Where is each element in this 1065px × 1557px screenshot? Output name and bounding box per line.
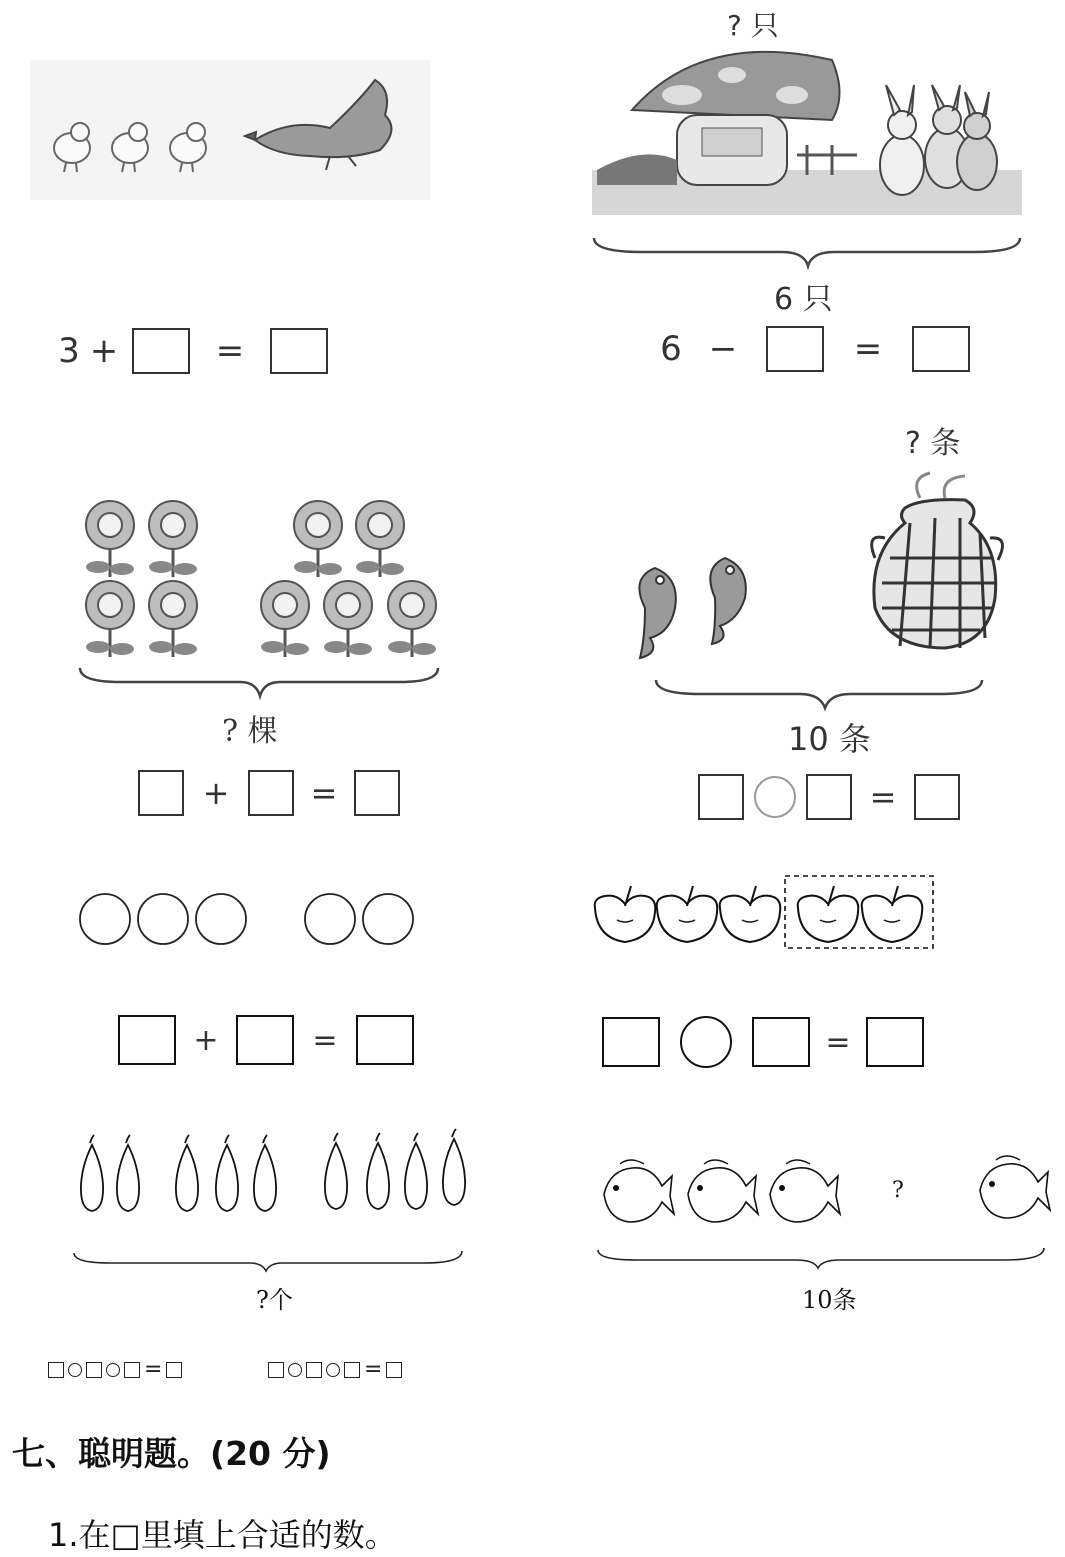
answer-box[interactable]	[86, 1362, 102, 1378]
circle-shape	[138, 894, 188, 944]
plus-sign: +	[193, 1022, 219, 1058]
sunflower-icon	[356, 501, 404, 577]
fish-icon	[604, 1160, 674, 1222]
apple-icon	[657, 886, 718, 942]
unknown-mark: ?	[892, 1178, 904, 1203]
brace	[74, 1251, 462, 1271]
minus-sign: −	[708, 329, 738, 369]
plus-sign: +	[202, 774, 230, 812]
pear-icon	[117, 1135, 139, 1211]
sunflower-icon	[86, 501, 134, 577]
equation-2	[654, 326, 970, 372]
answer-box[interactable]	[306, 1362, 322, 1378]
problem-1	[30, 60, 430, 390]
total-label: 10 条	[788, 720, 871, 758]
brace	[656, 680, 982, 708]
answer-box[interactable]	[138, 770, 184, 816]
rabbit-icon	[880, 85, 924, 195]
fish-jar-illustration	[620, 458, 1040, 758]
apples-illustration	[590, 872, 950, 952]
operator-circle[interactable]	[680, 1016, 732, 1068]
answer-box[interactable]	[132, 328, 190, 374]
equation-5	[118, 1015, 414, 1065]
fish-icon	[688, 1160, 758, 1222]
equation-3	[138, 770, 400, 816]
goldfish-icon	[710, 558, 746, 644]
number-3: 3	[58, 331, 80, 371]
total-label: 10条	[802, 1286, 857, 1314]
circle-shape	[80, 894, 130, 944]
answer-box[interactable]	[270, 328, 328, 374]
problem-2	[582, 0, 1042, 390]
pear-icon	[81, 1135, 103, 1211]
equation-6	[602, 1016, 924, 1068]
sunflower-icon	[86, 581, 134, 657]
pear-icon	[254, 1135, 276, 1211]
sunflower-icon	[294, 501, 342, 577]
small-equation-right	[268, 1357, 402, 1382]
answer-box[interactable]	[118, 1015, 176, 1065]
answer-box[interactable]	[166, 1362, 182, 1378]
problem-7	[70, 1125, 470, 1325]
answer-box[interactable]	[602, 1017, 660, 1067]
pear-icon	[325, 1133, 347, 1209]
apple-icon	[720, 886, 781, 942]
problem-5	[78, 890, 438, 1080]
answer-box[interactable]	[912, 326, 970, 372]
total-label: 6 只	[774, 282, 833, 317]
problem-8	[596, 1150, 1051, 1320]
jar-icon	[872, 473, 1003, 648]
apple-icon	[862, 886, 923, 942]
equals-sign: =	[869, 778, 897, 816]
total-label: ?个	[256, 1286, 293, 1314]
small-equation-left	[48, 1357, 182, 1382]
problem-6	[590, 872, 950, 1072]
operator-circle[interactable]	[288, 1363, 302, 1377]
fish-illustration	[596, 1150, 1051, 1280]
operator-circle[interactable]	[754, 776, 796, 818]
equals-sign: =	[364, 1357, 383, 1382]
answer-box[interactable]	[698, 774, 744, 820]
answer-box[interactable]	[386, 1362, 402, 1378]
answer-box[interactable]	[344, 1362, 360, 1378]
sunflower-icon	[261, 581, 309, 657]
answer-box[interactable]	[48, 1362, 64, 1378]
equals-sign: =	[310, 774, 338, 812]
rabbit-icon	[957, 92, 997, 190]
brace	[594, 238, 1020, 266]
circle-shape	[196, 894, 246, 944]
equation-1	[52, 328, 328, 374]
operator-circle[interactable]	[326, 1363, 340, 1377]
fish-icon	[980, 1156, 1050, 1218]
goldfish-icon	[639, 568, 675, 658]
question-text: 1.在□里填上合适的数。	[48, 1516, 397, 1554]
operator-circle[interactable]	[68, 1363, 82, 1377]
question-label: ? 只	[727, 9, 779, 42]
brace	[598, 1248, 1044, 1268]
sunflower-icon	[149, 581, 197, 657]
problem-4	[620, 418, 1040, 838]
answer-box[interactable]	[124, 1362, 140, 1378]
section-heading: 七、聪明题。(20 分)	[12, 1434, 331, 1473]
pear-icon	[405, 1133, 427, 1209]
plus-sign: +	[89, 331, 119, 371]
problem-3	[60, 470, 480, 830]
answer-box[interactable]	[866, 1017, 924, 1067]
equals-sign: =	[144, 1357, 163, 1382]
answer-box[interactable]	[248, 770, 294, 816]
chicks-hen-illustration	[30, 60, 430, 200]
circles-illustration	[78, 890, 438, 950]
brace	[80, 668, 438, 696]
pears-illustration	[70, 1125, 470, 1275]
answer-box[interactable]	[354, 770, 400, 816]
sunflower-icon	[149, 501, 197, 577]
sunflowers-illustration	[60, 470, 480, 700]
equals-sign: =	[215, 331, 245, 371]
answer-box[interactable]	[766, 326, 824, 372]
circle-shape	[305, 894, 355, 944]
pear-icon	[216, 1135, 238, 1211]
pear-icon	[443, 1129, 465, 1205]
answer-box[interactable]	[914, 774, 960, 820]
fish-icon	[770, 1160, 840, 1222]
operator-circle[interactable]	[106, 1363, 120, 1377]
total-label: ? 棵	[222, 714, 278, 749]
apple-icon	[595, 886, 656, 942]
answer-box[interactable]	[268, 1362, 284, 1378]
answer-box[interactable]	[806, 774, 852, 820]
answer-box[interactable]	[236, 1015, 294, 1065]
mushroom-rabbits-illustration	[582, 40, 1042, 300]
equals-sign: =	[825, 1024, 851, 1060]
number-6: 6	[660, 329, 682, 369]
sunflower-icon	[324, 581, 372, 657]
circle-shape	[363, 894, 413, 944]
answer-box[interactable]	[356, 1015, 414, 1065]
pear-icon	[176, 1135, 198, 1211]
equation-4	[698, 774, 960, 820]
apple-icon	[798, 886, 859, 942]
pear-icon	[367, 1133, 389, 1209]
equals-sign: =	[853, 329, 883, 369]
answer-box[interactable]	[752, 1017, 810, 1067]
question-label: ? 条	[905, 426, 961, 461]
sunflower-icon	[388, 581, 436, 657]
equals-sign: =	[312, 1022, 338, 1058]
